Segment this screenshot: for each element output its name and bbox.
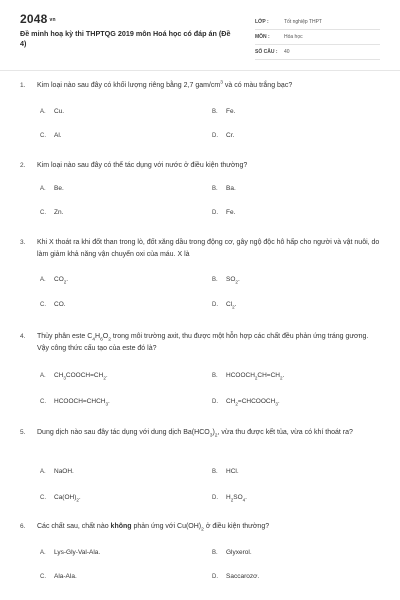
question-number: 1.: [20, 82, 26, 89]
question-number: 5.: [20, 429, 26, 436]
option-text: $CO_2$.: [54, 276, 69, 285]
option-a[interactable]: [40, 185, 64, 192]
option-b[interactable]: [212, 549, 252, 556]
option-letter: B.: [212, 109, 218, 115]
meta-subject-label: MÔN :: [255, 34, 270, 40]
option-letter: A.: [40, 186, 46, 192]
option-letter: A.: [40, 373, 46, 379]
option-letter: D.: [212, 574, 218, 580]
option-c[interactable]: [40, 494, 81, 501]
meta-class-label: LỚP :: [255, 19, 269, 25]
option-b[interactable]: [212, 185, 236, 192]
option-letter: B.: [212, 186, 218, 192]
option-b[interactable]: [212, 372, 284, 379]
option-letter: D.: [212, 495, 218, 501]
option-d[interactable]: [212, 301, 236, 308]
question-number: 3.: [20, 239, 26, 246]
meta-class-value: Tốt nghiệp THPT: [284, 19, 322, 25]
option-d[interactable]: [212, 132, 234, 139]
option-text: $Cl_2$.: [226, 301, 237, 310]
meta-subject-value: Hóa học: [284, 34, 303, 40]
option-text: HCl.: [226, 468, 239, 475]
option-d[interactable]: [212, 573, 259, 580]
question-number: 2.: [20, 162, 26, 169]
option-a[interactable]: [40, 549, 100, 556]
question-number: 6.: [20, 523, 26, 530]
option-letter: B.: [212, 277, 218, 283]
meta-count-value: 40: [284, 49, 290, 55]
meta-count-label: SỐ CÂU :: [255, 49, 278, 55]
option-c[interactable]: [40, 301, 66, 308]
meta-subject-row: [255, 30, 380, 45]
option-c[interactable]: [40, 573, 77, 580]
option-a[interactable]: [40, 108, 64, 115]
option-b[interactable]: [212, 108, 235, 115]
brand-name: 2048: [20, 12, 48, 26]
option-letter: C.: [40, 302, 46, 308]
question-text: Kim loại nào sau đây có thể tác dụng với nước ở điều kiện thường?: [37, 162, 248, 169]
option-letter: C.: [40, 495, 46, 501]
option-text: Cr.: [226, 132, 235, 139]
option-letter: C.: [40, 210, 46, 216]
option-letter: C.: [40, 399, 46, 405]
option-text: Zn.: [54, 209, 64, 216]
option-letter: B.: [212, 550, 218, 556]
option-letter: D.: [212, 399, 218, 405]
option-text: CO.: [54, 301, 66, 308]
option-letter: A.: [40, 550, 46, 556]
document-header: [0, 0, 400, 62]
option-a[interactable]: [40, 276, 68, 283]
option-letter: D.: [212, 302, 218, 308]
question-number: 4.: [20, 333, 26, 340]
option-a[interactable]: [40, 372, 108, 379]
option-text: NaOH.: [54, 468, 74, 475]
option-letter: B.: [212, 469, 218, 475]
option-text: $SO_2$.: [226, 276, 240, 285]
option-text: $CH_2=CHCOOCH_3$.: [226, 398, 280, 407]
option-letter: D.: [212, 210, 218, 216]
option-text: Be.: [54, 185, 64, 192]
option-letter: A.: [40, 109, 46, 115]
option-d[interactable]: [212, 494, 247, 501]
option-text: Ala-Ala.: [54, 573, 77, 580]
site-logo[interactable]: [20, 12, 56, 26]
question-text: Kim loại nào sau đây có khối lượng riêng bằng 2,7 gam/$cm^3$ và có màu trắng bạc?: [37, 80, 293, 89]
question-text: Khi X thoát ra khi đốt than trong lò, đốt xăng dầu trong động cơ, gây ngộ độc hô hấp cho người và vật nuôi, do làm giảm khả năng vận chuyển oxi của máu. X là: [37, 239, 380, 258]
question-text: Dung dịch nào sau đây tác dụng với dung dịch $Ba(HCO_3)_2$, vừa thu được kết tủa, vừa có khí thoát ra?: [37, 429, 353, 439]
brand-suffix: vn: [49, 16, 56, 23]
option-text: Saccarozơ.: [226, 573, 260, 580]
option-letter: B.: [212, 373, 218, 379]
option-text: Fe.: [226, 108, 236, 115]
option-text: $HCOOCH_2CH=CH_2$.: [226, 372, 285, 381]
option-text: $H_2SO_4$.: [226, 494, 247, 503]
option-letter: D.: [212, 133, 218, 139]
option-d[interactable]: [212, 209, 235, 216]
option-a[interactable]: [40, 468, 74, 475]
option-d[interactable]: [212, 398, 280, 405]
meta-count-row: [255, 45, 380, 60]
option-text: Cu.: [54, 108, 65, 115]
option-text: Ba.: [226, 185, 236, 192]
option-text: Al.: [54, 132, 62, 139]
exam-meta: [255, 15, 380, 60]
option-letter: C.: [40, 574, 46, 580]
question-text: Thủy phân este $C_4H_6O_2$ trong môi trường axit, thu được một hỗn hợp các chất đều phản ứng tráng gương. Vậy công thức cấu tạo của este đó là?: [37, 333, 369, 352]
option-c[interactable]: [40, 398, 110, 405]
option-text: $CH_3COOCH=CH_2$.: [54, 372, 108, 381]
question-text: Các chất sau, chất nào không phản ứng với $Cu(OH)_2$ ở điều kiện thường?: [37, 523, 270, 533]
option-b[interactable]: [212, 468, 239, 475]
option-text: $HCOOCH=CHCH_3$.: [54, 398, 110, 407]
option-text: $Ca(OH)_2$.: [54, 494, 81, 503]
option-b[interactable]: [212, 276, 240, 283]
option-letter: C.: [40, 133, 46, 139]
option-letter: A.: [40, 469, 46, 475]
option-c[interactable]: [40, 209, 63, 216]
page-title: Đề minh hoạ kỳ thi THPTQG 2019 môn Hoá học có đáp án (Đề 4): [20, 29, 231, 48]
option-c[interactable]: [40, 132, 62, 139]
header-divider: [0, 70, 400, 71]
meta-class-row: [255, 15, 380, 30]
option-text: Fe.: [226, 209, 236, 216]
option-text: Lys-Gly-Val-Ala.: [54, 549, 101, 556]
option-letter: A.: [40, 277, 46, 283]
option-text: Glyxerol.: [226, 549, 252, 556]
